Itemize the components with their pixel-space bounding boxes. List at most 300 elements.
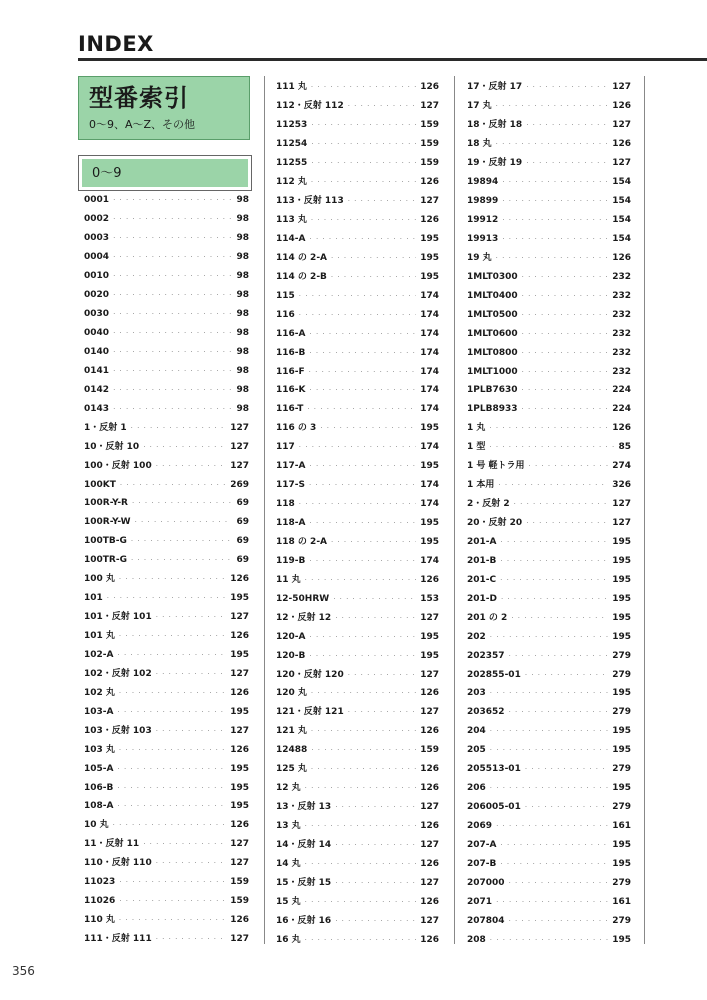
index-entry <box>276 627 439 646</box>
entry-page-ref: 195 <box>420 252 439 263</box>
dot-leader <box>496 138 609 150</box>
entry-page-ref: 127 <box>230 422 249 433</box>
entry-page-ref: 174 <box>420 442 439 453</box>
entry-page-ref: 98 <box>236 252 249 263</box>
dot-leader <box>333 593 416 605</box>
index-entry <box>276 760 439 779</box>
entry-model-number: 14 丸 <box>276 858 301 869</box>
index-entry <box>276 324 439 343</box>
index-entry <box>84 835 249 854</box>
entry-page-ref: 98 <box>236 233 249 244</box>
entry-page-ref: 195 <box>612 593 631 604</box>
index-entry <box>467 267 631 286</box>
entry-model-number: 120-B <box>276 650 306 661</box>
dot-leader <box>311 176 416 188</box>
entry-page-ref: 98 <box>236 328 249 339</box>
dot-leader <box>490 782 608 794</box>
entry-model-number: 202 <box>467 631 486 642</box>
entry-page-ref: 195 <box>420 461 439 472</box>
dot-leader <box>305 574 417 586</box>
page-number: 356 <box>12 964 35 978</box>
dot-leader <box>143 441 226 453</box>
dot-leader <box>310 328 417 340</box>
entry-model-number: 1PLB8933 <box>467 404 518 415</box>
entry-page-ref: 159 <box>420 139 439 150</box>
entry-page-ref: 127 <box>230 934 249 945</box>
entry-model-number: 18 丸 <box>467 139 492 150</box>
index-entry <box>467 911 631 930</box>
index-entry <box>276 911 439 930</box>
index-entry <box>276 854 439 873</box>
entry-page-ref: 126 <box>420 858 439 869</box>
dot-leader <box>310 233 417 245</box>
entry-page-ref: 154 <box>612 196 631 207</box>
entry-model-number: 112 丸 <box>276 177 307 188</box>
entry-page-ref: 126 <box>230 631 249 642</box>
entry-model-number: 11・反射 11 <box>84 839 140 850</box>
index-entry <box>84 816 249 835</box>
entry-page-ref: 126 <box>612 101 631 112</box>
entry-page-ref: 174 <box>420 404 439 415</box>
entry-page-ref: 127 <box>230 725 249 736</box>
dot-leader <box>131 422 227 434</box>
entry-page-ref: 195 <box>420 271 439 282</box>
entry-page-ref: 159 <box>230 896 249 907</box>
entry-model-number: 15 丸 <box>276 896 301 907</box>
dot-leader <box>496 252 609 264</box>
dot-leader <box>113 194 232 206</box>
dot-leader <box>498 479 608 491</box>
entry-model-number: 101 <box>84 593 103 604</box>
entry-model-number: 14・反射 14 <box>276 839 332 850</box>
index-entry <box>84 627 249 646</box>
entry-model-number: 1MLT0300 <box>467 271 518 282</box>
dot-leader <box>299 290 416 302</box>
dot-leader <box>490 631 608 643</box>
index-entry <box>467 173 631 192</box>
entry-model-number: 0143 <box>84 403 110 414</box>
index-subtitle: 0～9、A～Z、その他 <box>89 118 196 131</box>
dot-leader <box>299 441 416 453</box>
entry-page-ref: 126 <box>230 820 249 831</box>
entry-model-number: 19913 <box>467 233 499 244</box>
index-entry <box>467 248 631 267</box>
entry-page-ref: 195 <box>612 783 631 794</box>
index-title: 型番索引 <box>89 84 189 112</box>
index-entry <box>467 836 631 855</box>
index-entry <box>467 305 631 324</box>
entry-page-ref: 195 <box>612 858 631 869</box>
entry-page-ref: 85 <box>618 442 631 453</box>
index-entry <box>467 495 631 514</box>
entry-page-ref: 174 <box>420 309 439 320</box>
index-entry <box>276 78 439 97</box>
entry-page-ref: 98 <box>236 195 249 206</box>
index-entry <box>84 702 249 721</box>
index-entry <box>276 400 439 419</box>
entry-page-ref: 232 <box>612 347 631 358</box>
entry-model-number: 0142 <box>84 384 110 395</box>
entry-model-number: 12・反射 12 <box>276 612 332 623</box>
dot-leader <box>305 934 417 946</box>
dot-leader <box>331 536 416 548</box>
entry-page-ref: 269 <box>230 479 249 490</box>
entry-model-number: 1MLT0600 <box>467 328 518 339</box>
index-entry <box>276 267 439 286</box>
entry-model-number: 111 丸 <box>276 82 307 93</box>
entry-page-ref: 159 <box>420 745 439 756</box>
dot-leader <box>113 819 227 831</box>
entry-model-number: 1MLT0800 <box>467 347 518 358</box>
entry-page-ref: 126 <box>420 177 439 188</box>
entry-page-ref: 232 <box>612 366 631 377</box>
dot-leader <box>311 157 416 169</box>
entry-page-ref: 69 <box>236 498 249 509</box>
index-entry <box>84 210 249 229</box>
index-entry <box>276 211 439 230</box>
index-column-2 <box>276 78 439 949</box>
entry-page-ref: 127 <box>612 158 631 169</box>
entry-model-number: 18・反射 18 <box>467 120 523 131</box>
dot-leader <box>489 422 608 434</box>
entry-page-ref: 127 <box>420 101 439 112</box>
index-entry <box>276 305 439 324</box>
entry-model-number: 201-B <box>467 555 497 566</box>
entry-model-number: 116-B <box>276 347 306 358</box>
entry-page-ref: 174 <box>420 480 439 491</box>
dot-leader <box>500 555 608 567</box>
dot-leader <box>502 214 608 226</box>
dot-leader <box>335 612 416 624</box>
entry-model-number: 1MLT0500 <box>467 309 518 320</box>
entry-model-number: 100TR-G <box>84 555 127 566</box>
entry-model-number: 2071 <box>467 896 493 907</box>
dot-leader <box>496 896 608 908</box>
index-entry <box>467 873 631 892</box>
dot-leader <box>299 309 416 321</box>
entry-page-ref: 279 <box>612 764 631 775</box>
entry-page-ref: 126 <box>230 687 249 698</box>
entry-page-ref: 69 <box>236 536 249 547</box>
entry-model-number: 19899 <box>467 196 499 207</box>
dot-leader <box>310 517 417 529</box>
entry-page-ref: 174 <box>420 366 439 377</box>
entry-model-number: 111・反射 111 <box>84 934 152 945</box>
entry-model-number: 117 <box>276 442 295 453</box>
entry-page-ref: 127 <box>230 441 249 452</box>
entry-page-ref: 98 <box>236 365 249 376</box>
index-entry <box>467 192 631 211</box>
index-entry <box>276 135 439 154</box>
entry-model-number: 201-A <box>467 536 497 547</box>
entry-page-ref: 127 <box>420 877 439 888</box>
entry-page-ref: 159 <box>420 120 439 131</box>
dot-leader <box>305 858 417 870</box>
dot-leader <box>522 328 609 340</box>
entry-page-ref: 274 <box>612 461 631 472</box>
entry-model-number: 205513-01 <box>467 764 521 775</box>
index-entry <box>467 741 631 760</box>
index-entry <box>276 438 439 457</box>
index-entry <box>467 230 631 249</box>
entry-model-number: 208 <box>467 934 486 945</box>
entry-page-ref: 127 <box>612 120 631 131</box>
dot-leader <box>310 631 417 643</box>
index-entry <box>467 343 631 362</box>
dot-leader <box>309 555 416 567</box>
entry-page-ref: 232 <box>612 271 631 282</box>
entry-model-number: 101・反射 101 <box>84 612 152 623</box>
entry-page-ref: 159 <box>230 877 249 888</box>
entry-model-number: 118 <box>276 499 295 510</box>
entry-model-number: 204 <box>467 726 486 737</box>
entry-page-ref: 126 <box>420 783 439 794</box>
dot-leader <box>310 460 417 472</box>
dot-leader <box>320 422 416 434</box>
entry-model-number: 20・反射 20 <box>467 518 523 529</box>
entry-model-number: 102・反射 102 <box>84 668 152 679</box>
column-divider <box>644 76 645 944</box>
index-entry <box>276 495 439 514</box>
entry-page-ref: 159 <box>420 158 439 169</box>
dot-leader <box>113 213 232 225</box>
dot-leader <box>335 915 416 927</box>
entry-model-number: 19894 <box>467 177 499 188</box>
index-entry <box>467 400 631 419</box>
entry-model-number: 108-A <box>84 801 114 812</box>
entry-model-number: 0003 <box>84 233 110 244</box>
entry-model-number: 12 丸 <box>276 783 301 794</box>
dot-leader <box>522 403 609 415</box>
entry-page-ref: 98 <box>236 290 249 301</box>
entry-model-number: 1MLT0400 <box>467 290 518 301</box>
index-entry <box>276 533 439 552</box>
entry-page-ref: 126 <box>420 726 439 737</box>
index-entry <box>84 437 249 456</box>
entry-page-ref: 195 <box>612 688 631 699</box>
dot-leader <box>305 896 417 908</box>
index-entry <box>84 683 249 702</box>
dot-leader <box>156 725 226 737</box>
entry-page-ref: 174 <box>420 328 439 339</box>
dot-leader <box>509 877 609 889</box>
entry-page-ref: 232 <box>612 328 631 339</box>
dot-leader <box>522 366 609 378</box>
index-entry <box>276 589 439 608</box>
entry-page-ref: 195 <box>230 763 249 774</box>
entry-model-number: 13 丸 <box>276 821 301 832</box>
dot-leader <box>143 838 226 850</box>
entry-page-ref: 326 <box>612 480 631 491</box>
dot-leader <box>511 612 608 624</box>
entry-model-number: 202357 <box>467 650 505 661</box>
entry-model-number: 1 型 <box>467 442 486 453</box>
entry-model-number: 100TB-G <box>84 536 127 547</box>
index-column-3 <box>467 78 631 949</box>
entry-page-ref: 127 <box>230 460 249 471</box>
dot-leader <box>113 403 232 415</box>
dot-leader <box>118 800 227 812</box>
index-entry <box>467 116 631 135</box>
entry-model-number: 1・反射 1 <box>84 422 127 433</box>
entry-page-ref: 195 <box>612 934 631 945</box>
dot-leader <box>348 669 416 681</box>
index-entry <box>84 532 249 551</box>
entry-page-ref: 195 <box>612 745 631 756</box>
entry-page-ref: 161 <box>612 821 631 832</box>
entry-page-ref: 126 <box>420 896 439 907</box>
dot-leader <box>525 669 608 681</box>
dot-leader <box>299 498 416 510</box>
entry-model-number: 19・反射 19 <box>467 158 523 169</box>
entry-model-number: 0040 <box>84 328 110 339</box>
entry-page-ref: 127 <box>230 612 249 623</box>
entry-model-number: 125 丸 <box>276 764 307 775</box>
header-rule <box>78 58 707 61</box>
dot-leader <box>113 251 232 263</box>
entry-page-ref: 224 <box>612 385 631 396</box>
entry-model-number: 116-K <box>276 385 306 396</box>
index-entry <box>84 418 249 437</box>
dot-leader <box>522 347 609 359</box>
entry-page-ref: 195 <box>612 574 631 585</box>
entry-model-number: 118 の 2-A <box>276 536 328 547</box>
index-entry <box>276 703 439 722</box>
index-entry <box>467 286 631 305</box>
entry-page-ref: 126 <box>420 82 439 93</box>
index-entry <box>84 873 249 892</box>
index-entry <box>467 476 631 495</box>
entry-model-number: 103-A <box>84 706 114 717</box>
entry-model-number: 11 丸 <box>276 574 301 585</box>
dot-leader <box>119 914 226 926</box>
entry-page-ref: 126 <box>420 821 439 832</box>
index-entry <box>467 135 631 154</box>
entry-model-number: 207-A <box>467 839 497 850</box>
dot-leader <box>529 460 609 472</box>
dot-leader <box>522 309 609 321</box>
dot-leader <box>311 687 416 699</box>
index-entry <box>84 664 249 683</box>
entry-page-ref: 195 <box>612 555 631 566</box>
index-entry <box>467 324 631 343</box>
entry-page-ref: 98 <box>236 271 249 282</box>
index-entry <box>467 892 631 911</box>
index-entry <box>276 836 439 855</box>
entry-model-number: 0002 <box>84 214 110 225</box>
dot-leader <box>131 554 232 566</box>
entry-page-ref: 126 <box>612 252 631 263</box>
dot-leader <box>107 592 226 604</box>
index-entry <box>467 779 631 798</box>
index-entry <box>276 741 439 760</box>
entry-page-ref: 127 <box>230 839 249 850</box>
dot-leader <box>496 820 608 832</box>
index-entry <box>467 608 631 627</box>
entry-model-number: 207-B <box>467 858 497 869</box>
entry-model-number: 1 号 軽トラ用 <box>467 461 525 472</box>
index-entry <box>467 97 631 116</box>
index-entry <box>467 703 631 722</box>
index-entry <box>84 286 249 305</box>
entry-model-number: 117-S <box>276 480 306 491</box>
entry-page-ref: 126 <box>420 764 439 775</box>
dot-leader <box>502 233 608 245</box>
index-entry <box>467 211 631 230</box>
entry-page-ref: 127 <box>420 707 439 718</box>
dot-leader <box>311 119 416 131</box>
entry-page-ref: 127 <box>612 82 631 93</box>
column-divider <box>264 76 265 944</box>
dot-leader <box>501 593 608 605</box>
entry-model-number: 203652 <box>467 707 505 718</box>
index-title-box <box>78 76 250 140</box>
entry-page-ref: 153 <box>420 593 439 604</box>
dot-leader <box>156 611 226 623</box>
index-entry <box>467 514 631 533</box>
entry-page-ref: 195 <box>420 518 439 529</box>
entry-model-number: 202855-01 <box>467 669 521 680</box>
dot-leader <box>348 100 416 112</box>
entry-page-ref: 98 <box>236 384 249 395</box>
dot-leader <box>348 706 416 718</box>
dot-leader <box>331 271 416 283</box>
entry-model-number: 2069 <box>467 821 493 832</box>
index-entry <box>276 570 439 589</box>
entry-model-number: 0141 <box>84 365 110 376</box>
entry-page-ref: 98 <box>236 309 249 320</box>
index-entry <box>84 248 249 267</box>
entry-model-number: 206 <box>467 783 486 794</box>
dot-leader <box>156 933 226 945</box>
dot-leader <box>309 347 416 359</box>
dot-leader <box>509 915 609 927</box>
entry-model-number: 0020 <box>84 290 110 301</box>
index-entry <box>467 684 631 703</box>
entry-page-ref: 127 <box>420 196 439 207</box>
entry-model-number: 113 丸 <box>276 215 307 226</box>
dot-leader <box>489 441 614 453</box>
dot-leader <box>156 857 226 869</box>
entry-model-number: 11253 <box>276 120 308 131</box>
dot-leader <box>331 252 416 264</box>
entry-model-number: 101 丸 <box>84 631 115 642</box>
entry-page-ref: 232 <box>612 290 631 301</box>
entry-model-number: 201 の 2 <box>467 612 508 623</box>
entry-page-ref: 98 <box>236 214 249 225</box>
entry-page-ref: 195 <box>420 536 439 547</box>
index-entry <box>84 456 249 475</box>
entry-model-number: 10 丸 <box>84 820 109 831</box>
dot-leader <box>525 763 608 775</box>
entry-model-number: 12488 <box>276 745 308 756</box>
index-entry <box>84 892 249 911</box>
index-entry <box>84 778 249 797</box>
entry-page-ref: 195 <box>420 233 439 244</box>
dot-leader <box>311 81 416 93</box>
section-heading <box>78 155 252 191</box>
entry-model-number: 15・反射 15 <box>276 877 332 888</box>
index-entry <box>84 380 249 399</box>
dot-leader <box>309 366 417 378</box>
entry-model-number: 11026 <box>84 896 116 907</box>
entry-page-ref: 174 <box>420 290 439 301</box>
entry-model-number: 120・反射 120 <box>276 669 344 680</box>
entry-model-number: 17・反射 17 <box>467 82 523 93</box>
index-entry <box>276 608 439 627</box>
entry-page-ref: 126 <box>230 915 249 926</box>
index-entry <box>84 930 249 949</box>
